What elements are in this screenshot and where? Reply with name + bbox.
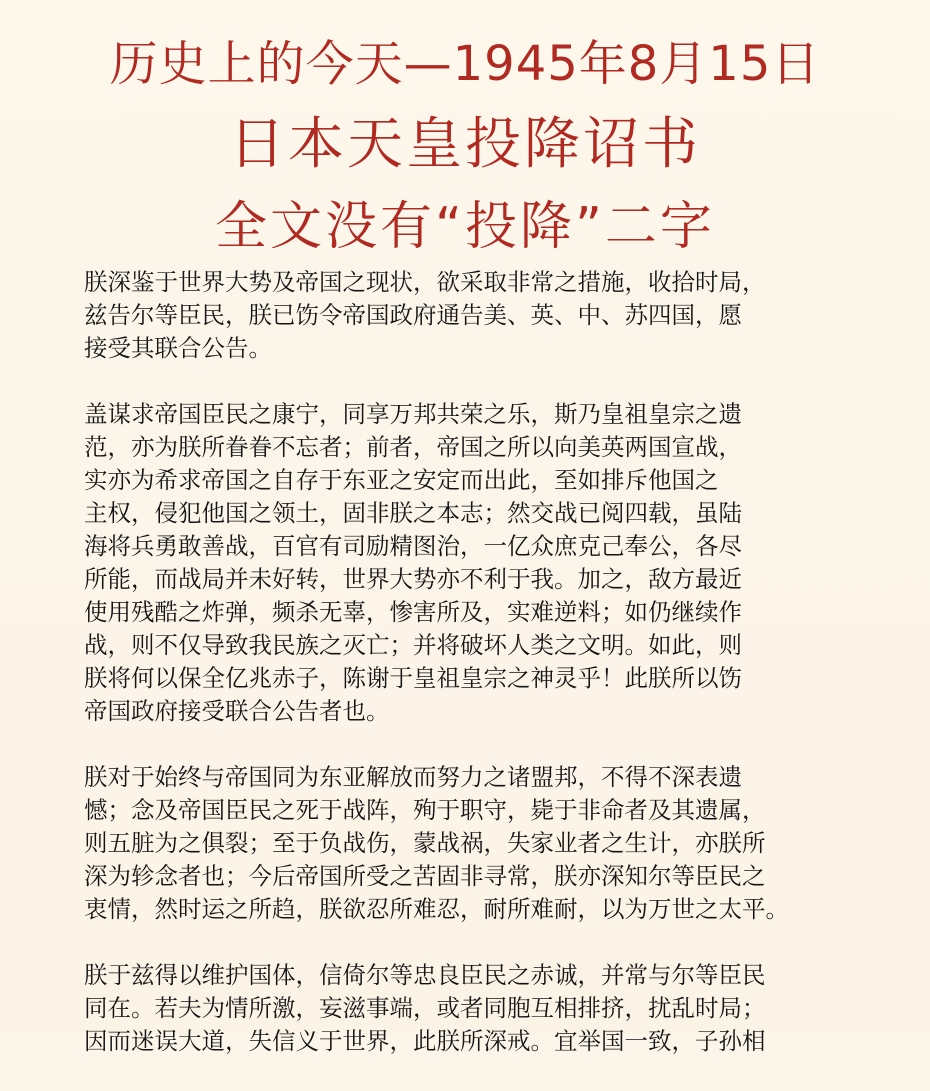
text-line: 朕将何以保全亿兆赤子，陈谢于皇祖皇宗之神灵乎！此朕所以饬 <box>84 664 742 692</box>
text-line: 憾；念及帝国臣民之死于战阵，殉于职守，毙于非命者及其遗属， <box>84 796 766 824</box>
paragraph <box>84 398 854 728</box>
text-line: 战，则不仅导致我民族之灭亡；并将破坏人类之文明。如此，则 <box>84 631 742 659</box>
text-line: 兹告尔等臣民，朕已饬令帝国政府通告美、英、中、苏四国，愿 <box>84 301 742 329</box>
text-line: 主权，侵犯他国之领土，固非朕之本志；然交战已阅四载，虽陆 <box>84 499 742 527</box>
text-line: 帝国政府接受联合公告者也。 <box>84 697 390 725</box>
text-line: 同在。若夫为情所激，妄滋事端，或者同胞互相排挤，扰乱时局； <box>84 994 766 1022</box>
edict-body <box>84 266 854 1091</box>
paragraph <box>84 266 854 365</box>
text-line: 朕于兹得以维护国体，信倚尔等忠良臣民之赤诚，并常与尔等臣民 <box>84 961 766 989</box>
text-line: 朕对于始终与帝国同为东亚解放而努力之诸盟邦，不得不深表遗 <box>84 763 742 791</box>
text-line: 接受其联合公告。 <box>84 334 272 362</box>
paragraph <box>84 761 854 926</box>
text-line: 衷情，然时运之所趋，朕欲忍所难忍，耐所难耐，以为万世之太平。 <box>84 895 789 923</box>
text-line: 所能，而战局并未好转，世界大势亦不利于我。加之，敌方最近 <box>84 565 742 593</box>
text-line: 实亦为希求帝国之自存于东亚之安定而出此，至如排斥他国之 <box>84 466 719 494</box>
text-line: 盖谋求帝国臣民之康宁，同享万邦共荣之乐，斯乃皇祖皇宗之遗 <box>84 400 742 428</box>
text-line: 朕深鉴于世界大势及帝国之现状，欲采取非常之措施，收拾时局， <box>84 268 766 296</box>
text-line: 范，亦为朕所眷眷不忘者；前者，帝国之所以向美英两国宣战， <box>84 433 742 461</box>
text-line: 因而迷误大道，失信义于世界，此朕所深戒。宜举国一致，子孙相 <box>84 1027 766 1055</box>
title-line-1: 历史上的今天—1945年8月15日 <box>109 36 821 92</box>
title-line-3: 全文没有“投降”二字 <box>215 197 715 257</box>
text-line: 则五脏为之俱裂；至于负战伤，蒙战祸，失家业者之生计，亦朕所 <box>84 829 766 857</box>
title-line-2: 日本天皇投降诏书 <box>229 112 701 177</box>
text-line: 深为轸念者也；今后帝国所受之苦固非寻常，朕亦深知尔等臣民之 <box>84 862 766 890</box>
text-line: 海将兵勇敢善战，百官有司励精图治，一亿众庶克己奉公，各尽 <box>84 532 742 560</box>
text-line: 使用残酷之炸弹，频杀无辜，惨害所及，实难逆料；如仍继续作 <box>84 598 742 626</box>
paragraph <box>84 959 854 1058</box>
